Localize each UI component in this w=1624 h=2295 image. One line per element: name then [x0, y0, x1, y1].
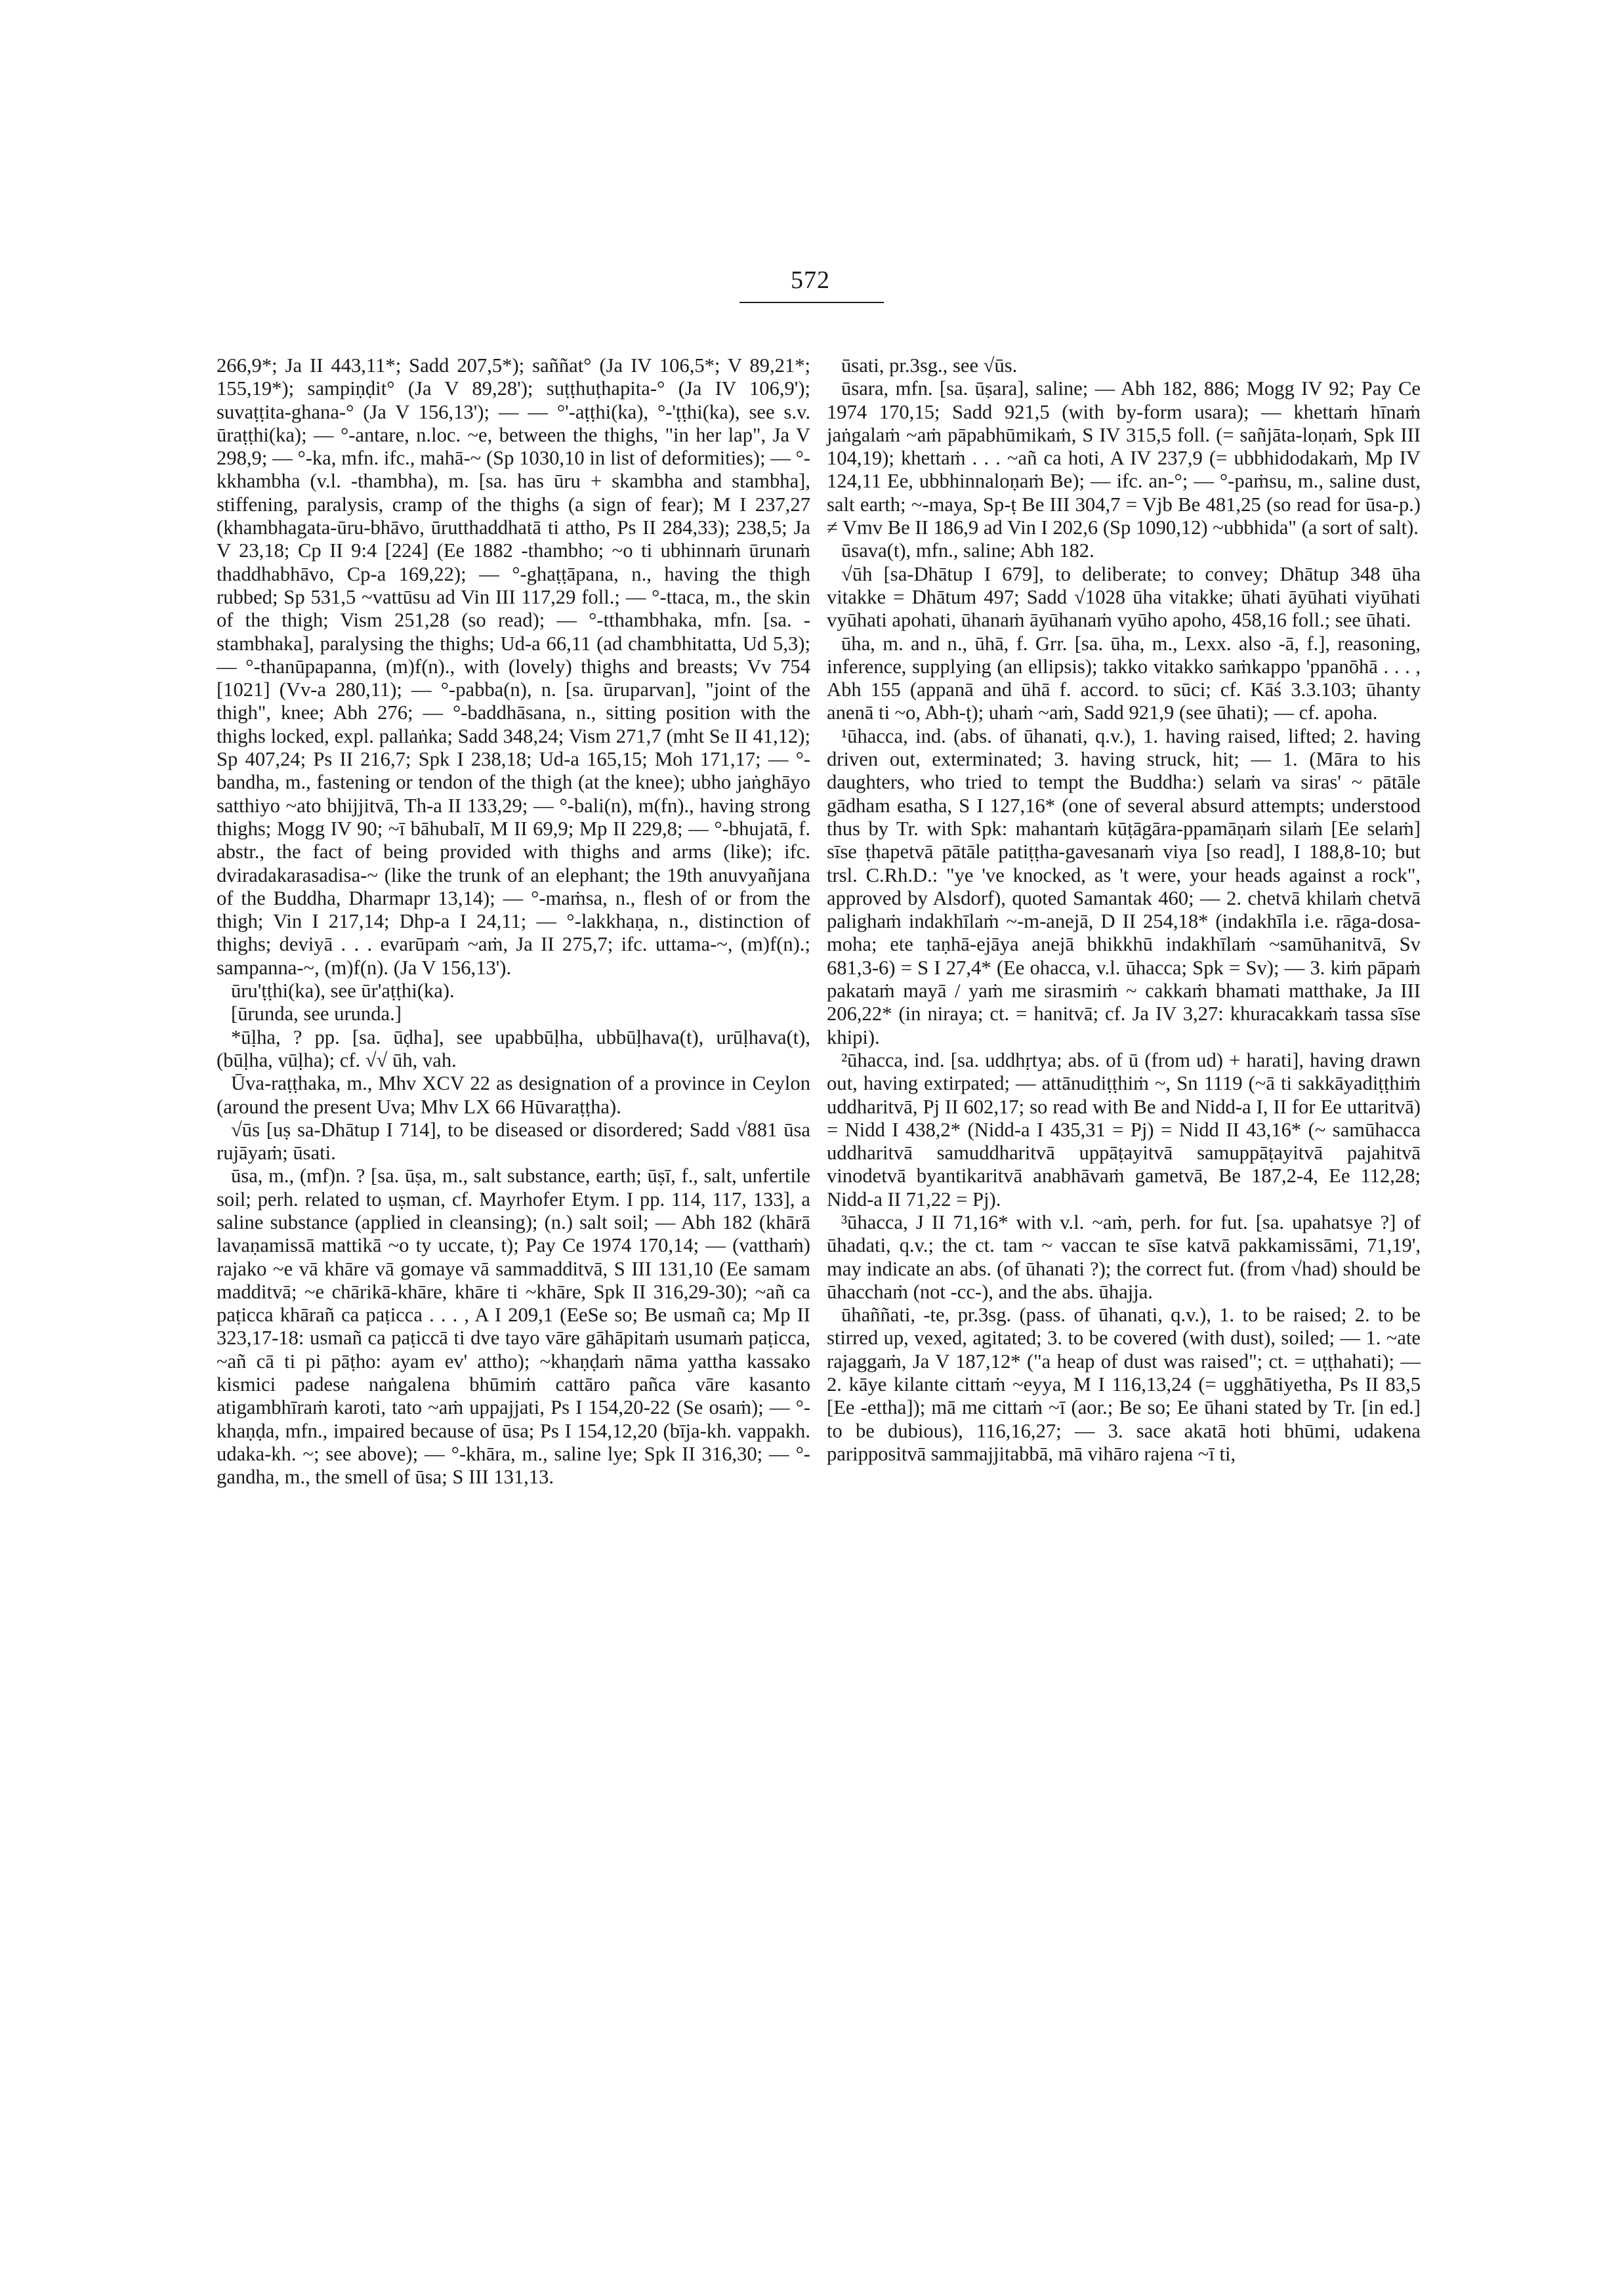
dictionary-entry: ūsa, m., (mf)n. ? [sa. ūṣa, m., salt substance, earth; ūṣī, f., salt, unfertile soil; perh. related to uṣman, cf. Mayrhofer Etym. I pp. 114, 117, 133], a saline substance (applied in cleansing); (n.) salt soil; — Abh 182 (khārā lavaṇamissā mattikā ~o ty uccate, t); Pay Ce 1974 170,14; — (vatthaṁ) rajako ~e vā khāre vā gomaye vā sammadditvā, S III 131,10 (Ee samam madditvā; ~e chārikā-khāre, khāre ti ~khāre, Spk II 316,29-30); ~añ ca paṭicca khārañ ca paṭicca . . . , A I 209,1 (EeSe so; Be usmañ ca; Mp II 323,17-18: usmañ ca paṭiccā ti dve tayo vāre gāhāpitaṁ usumaṁ paṭicca, ~añ cā ti pi pāṭho: ayam ev' attho); ~khaṇḍaṁ nāma yattha kassako kismici padese naṅgalena bhūmiṁ cattāro pañca vāre kasanto atigambhīraṁ karoti, tato ~aṁ uppajjati, Ps I 154,20-22 (Se osaṁ); — °-khaṇḍa, mfn., impaired because of ūsa; Ps I 154,12,20 (bīja-kh. vappakh. udaka-kh. ~; see above); — °-khāra, m., saline lye; Spk II 316,30; — °-gandha, m., the smell of ūsa; S III 131,13.: [217, 1165, 810, 1489]
dictionary-entry: ³ūhacca, J II 71,16* with v.l. ~aṁ, perh. for fut. [sa. upahatsye ?] of ūhadati, q.v.; the ct. tam ~ vaccan te sīse katvā pakkamissāmi, 71,19', may indicate an abs. (of ūhanati ?); the correct fut. (from √had) should be ūhacchaṁ (not -cc-), and the abs. ūhajja.: [827, 1210, 1421, 1303]
right-column: [827, 354, 1421, 1466]
header-rule: [739, 302, 884, 303]
dictionary-entry: Ūva-raṭṭhaka, m., Mhv XCV 22 as designation of a province in Ceylon (around the present Uva; Mhv LX 66 Hūvaraṭṭha).: [217, 1072, 810, 1118]
dictionary-entry: √ūh [sa-Dhātup I 679], to deliberate; to convey; Dhātup 348 ūha vitakke = Dhātum 497; Sadd √1028 ūha vitakke; ūhati āyūhati viyūhati vyūhati apohati, ūhanaṁ āyūhanaṁ vyūho apoho, 458,16 foll.; see ūhati.: [827, 562, 1421, 632]
dictionary-entry: ūsati, pr.3sg., see √ūs.: [841, 354, 1018, 377]
dictionary-entry: ¹ūhacca, ind. (abs. of ūhanati, q.v.), 1. having raised, lifted; 2. having driven out, exterminated; 3. having struck, hit; — 1. (Māra to his daughters, who tried to tempt the Buddha:) selaṁ va siras' ~ pātāle gādham esatha, S I 127,16* (one of several absurd attempts; understood thus by Tr. with Spk: mahantaṁ kūṭāgāra-ppamāṇaṁ silaṁ [Ee selaṁ] sīse ṭhapetvā pātāle patiṭṭha-gavesanaṁ viya [so read], I 188,8-10; but trsl. C.Rh.D.: "ye 've knocked, as 't were, your heads against a rock", approved by Alsdorf), quoted Samantak 460; — 2. chetvā khilaṁ chetvā palighaṁ indakhīlaṁ ~-m-anejā, D II 254,18* (indakhīla i.e. rāga-dosa-moha; ete taṇhā-ejāya anejā bhikkhū indakhīlaṁ ~samūhanitvā, Sv 681,3-6) = S I 27,4* (Ee ohacca, v.l. ūhacca; Spk = Sv); — 3. kiṁ pāpaṁ pakataṁ mayā / yaṁ me sirasmiṁ ~ cakkaṁ bhamati matthake, Ja III 206,22* (in niraya; ct. = hanitvā; cf. Ja IV 3,27: khuracakkaṁ tassa sīse khipi).: [827, 724, 1421, 1048]
dictionary-entry: ūhaññati, -te, pr.3sg. (pass. of ūhanati, q.v.), 1. to be raised; 2. to be stirred up, vexed, agitated; 3. to be covered (with dust), soiled; — 1. ~ate rajaggaṁ, Ja V 187,12* ("a heap of dust was raised"; ct. = uṭṭhahati); — 2. kāye kilante cittaṁ ~eyya, M I 116,13,24 (= ugghātiyetha, Ps II 83,5 [Ee -ettha]); mā me cittaṁ ~ī (aor.; Be so; Ee ūhani stated by Tr. [in ed.] to be dubious), 116,16,27; — 3. sace akatā hoti bhūmi, udakena parippositvā sammajjitabbā, mā vihāro rajena ~ī ti,: [827, 1304, 1421, 1465]
dictionary-entry: 266,9*; Ja II 443,11*; Sadd 207,5*); saññat° (Ja IV 106,5*; V 89,21*; 155,19*); sampiṇḍit° (Ja V 89,28'); suṭṭhuṭhapita-° (Ja IV 106,9'); suvaṭṭita-ghana-° (Ja V 156,13'); — — °'-aṭṭhi(ka), °-'ṭṭhi(ka), see s.v. ūraṭṭhi(ka); — °-antare, n.loc. ~e, between the thighs, "in her lap", Ja V 298,9; — °-ka, mfn. ifc., mahā-~ (Sp 1030,10 in list of deformities); — °-kkhambha (v.l. -thambha), m. [sa. has ūru + skambha and stambha], stiffening, paralysis, cramp of the thighs (a sign of fear); M I 237,27 (khambhagata-ūru-bhāvo, ūrutthaddhatā ti attho, Ps II 284,33); 238,5; Ja V 23,18; Cp II 9:4 [224] (Ee 1882 -thambho; ~o ti ubhinnaṁ ūrunaṁ thaddhabhāvo, Cp-a 169,22); — °-ghaṭṭāpana, n., having the thigh rubbed; Sp 531,5 ~vattūsu ad Vin III 117,29 foll.; — °-ttaca, m., the skin of the thigh; Vism 251,28 (so read); — °-tthambhaka, mfn. [sa. -stambhaka], paralysing the thighs; Ud-a 66,11 (ad chambhitatta, Ud 5,3); — °-thanūpapanna, (m)f(n)., with (lovely) thighs and breasts; Vv 754 [1021] (Vv-a 280,11); — °-pabba(n), n. [sa. ūruparvan], "joint of the thigh", knee; Abh 276; — °-baddhāsana, n., sitting position with the thighs locked, expl. pallaṅka; Sadd 348,24; Vism 271,7 (mht Se II 41,12); Sp 407,24; Ps II 216,7; Spk I 238,18; Ud-a 165,15; Moh 171,17; — °-bandha, m., fastening or tendon of the thigh (at the knee); ubho jaṅghāyo satthiyo ~ato bhijjitvā, Th-a II 133,29; — °-bali(n), m(fn)., having strong thighs; Mogg IV 90; ~ī bāhubalī, M II 69,9; Mp II 229,8; — °-bhujatā, f. abstr., the fact of being provided with thighs and arms (like); ifc. dviradakarasadisa-~ (like the trunk of an elephant; the 19th anuvyañjana of the Buddha, Dharmapr 13,14); — °-maṁsa, n., flesh of or from the thigh; Vin I 217,14; Dhp-a I 24,11; — °-lakkhaṇa, n., distinction of thighs; deviyā . . . evarūpaṁ ~aṁ, Ja II 275,7; ifc. uttama-~, (m)f(n).; sampanna-~, (m)f(n). (Ja V 156,13').: [217, 354, 810, 979]
page-number: 572: [791, 266, 830, 294]
dictionary-entry: ūsava(t), mfn., saline; Abh 182.: [841, 539, 1094, 562]
left-column: [217, 354, 810, 1489]
dictionary-entry: √ūs [uṣ sa-Dhātup I 714], to be diseased or disordered; Sadd √881 ūsa rujāyaṁ; ūsati.: [217, 1118, 810, 1165]
dictionary-entry: *ūḷha, ? pp. [sa. ūḍha], see upabbūḷha, ubbūḷhava(t), urūḷhava(t), (būḷha, vūḷha); cf. √√ ūh, vah.: [217, 1025, 810, 1071]
dictionary-entry: ūha, m. and n., ūhā, f. Grr. [sa. ūha, m., Lexx. also -ā, f.], reasoning, inference, supplying (an ellipsis); takko vitakko saṁkappo 'ppanōhā . . . , Abh 155 (appanā and ūhā f. accord. to sūci; cf. Kāś 3.3.103; ūhanty anenā ti ~o, Abh-ṭ); uhaṁ ~aṁ, Sadd 921,9 (see ūhati); — cf. apoha.: [827, 632, 1421, 724]
dictionary-entry: ūru'ṭṭhi(ka), see ūr'aṭṭhi(ka).: [231, 980, 455, 1003]
dictionary-entry: ūsara, mfn. [sa. ūṣara], saline; — Abh 182, 886; Mogg IV 92; Pay Ce 1974 170,15; Sadd 921,5 (with by-form usara); — khettaṁ hīnaṁ jaṅgalaṁ ~aṁ pāpabhūmikaṁ, S IV 315,5 foll. (= sañjāta-loṇaṁ, Spk III 104,19); khettaṁ . . . ~añ ca hoti, A IV 237,9 (= ubbhidodakaṁ, Mp IV 124,11 Ee, ubbhinnaloṇaṁ Be); — ifc. an-°; — °-paṁsu, m., saline dust, salt earth; ~-maya, Sp-ṭ Be III 304,7 = Vjb Be 481,25 (so read for ūsa-p.) ≠ Vmv Be II 186,9 ad Vin I 202,6 (Sp 1090,12) ~ubbhida" (a sort of salt).: [827, 377, 1421, 539]
dictionary-entry: [ūrunda, see urunda.]: [231, 1003, 402, 1025]
dictionary-entry: ²ūhacca, ind. [sa. uddhṛtya; abs. of ū (from ud) + harati], having drawn out, having extirpated; — attānudiṭṭhiṁ ~, Sn 1119 (~ā ti sakkāyadiṭṭhiṁ uddharitvā, Pj II 602,17; so read with Be and Nidd-a I, II for Ee uttaritvā) = Nidd I 438,2* (Nidd-a I 435,31 = Pj) = Nidd II 43,16* (~ samūhacca uddharitvā samuddharitvā uppāṭayitvā samuppāṭayitvā pajahitvā vinodetvā byantikaritvā anabhāvaṁ gametvā, Be 187,2-4, Ee 112,28; Nidd-a II 71,22 = Pj).: [827, 1048, 1421, 1210]
